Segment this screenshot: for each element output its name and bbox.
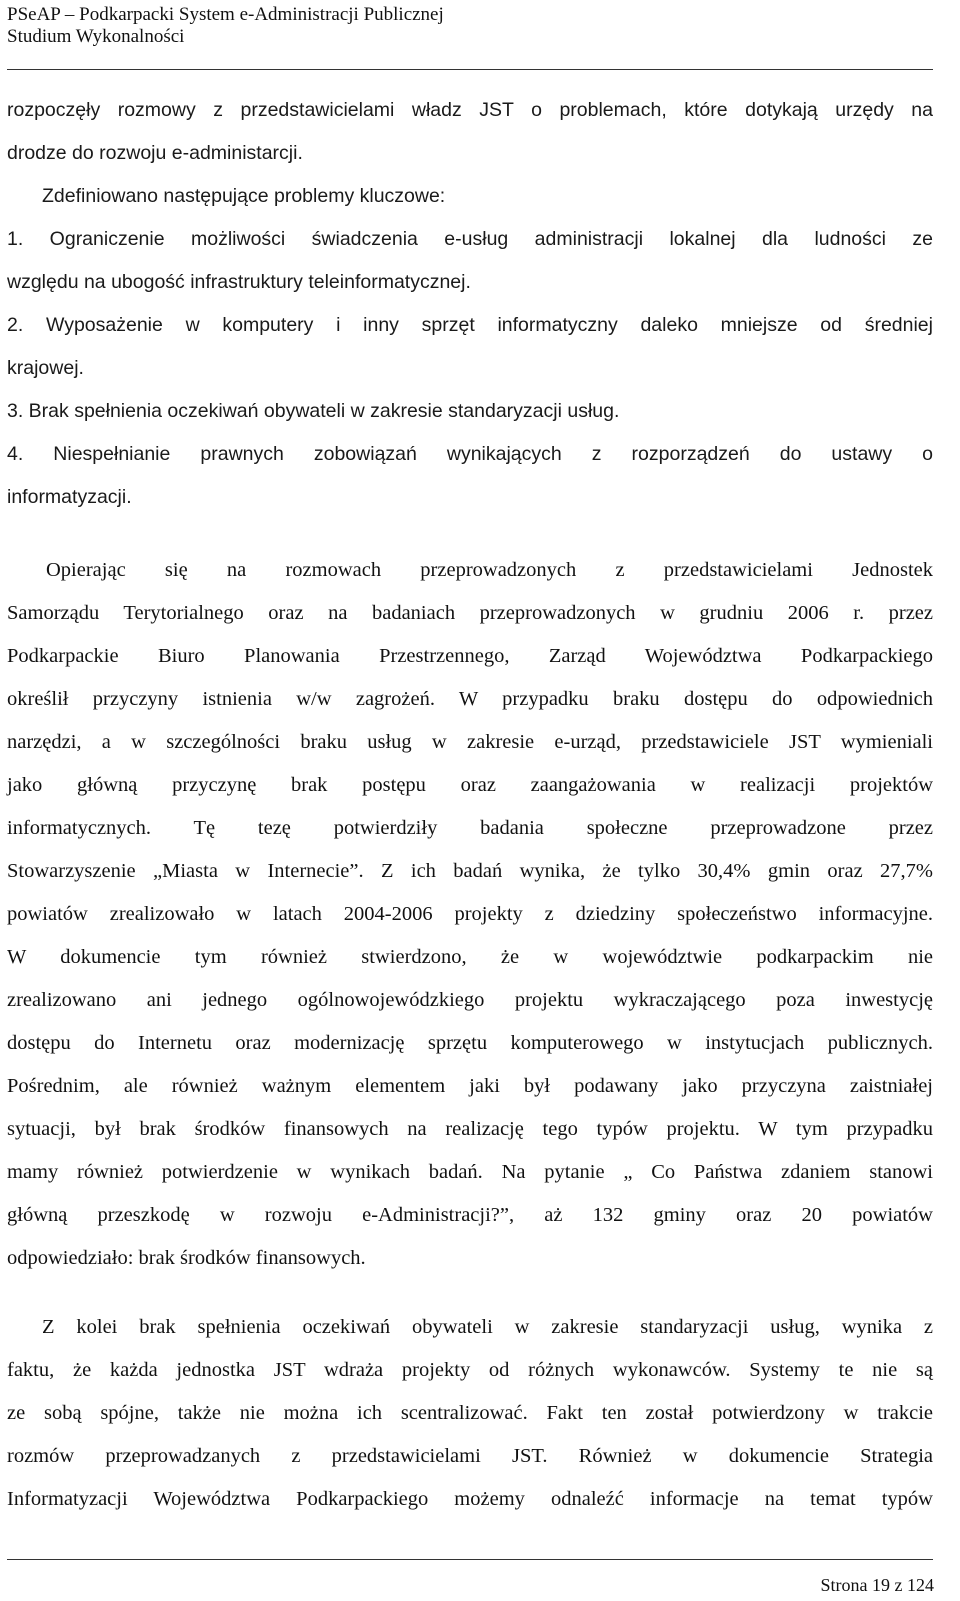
text-line: odpowiedziało: brak środków finansowych. bbox=[7, 1247, 366, 1269]
text-line: informatycznych. Tę tezę potwierdziły badania społeczne przeprowadzone przez bbox=[7, 817, 933, 839]
header-divider bbox=[7, 69, 933, 70]
header-subtitle: Studium Wykonalności bbox=[7, 26, 185, 47]
list-item-1: 1. Ograniczenie możliwości świadczenia e-usług administracji lokalnej dla ludności ze bbox=[7, 228, 933, 250]
text-line: krajowej. bbox=[7, 357, 84, 379]
text-line: mamy również potwierdzenie w wynikach badań. Na pytanie „ Co Państwa zdaniem stanowi bbox=[7, 1161, 933, 1183]
text-line: rozpoczęły rozmowy z przedstawicielami władz JST o problemach, które dotykają urzędy na bbox=[7, 99, 933, 121]
footer-divider bbox=[7, 1559, 933, 1560]
page-header bbox=[7, 4, 444, 48]
text-line: faktu, że każda jednostka JST wdraża projekty od różnych wykonawców. Systemy te nie są bbox=[7, 1359, 933, 1381]
text-line: powiatów zrealizowało w latach 2004-2006 projekty z dziedziny społeczeństwo informacyjne. bbox=[7, 903, 933, 925]
text-line: W dokumencie tym również stwierdzono, że w województwie podkarpackim nie bbox=[7, 946, 933, 968]
text-line: zrealizowano ani jednego ogólnowojewódzkiego projektu wykraczającego poza inwestycję bbox=[7, 989, 933, 1011]
list-item-2: 2. Wyposażenie w komputery i inny sprzęt informatyczny daleko mniejsze od średniej bbox=[7, 314, 933, 336]
text-line: główną przeszkodę w rozwoju e-Administracji?”, aż 132 gminy oraz 20 powiatów bbox=[7, 1204, 933, 1226]
text-line: rozmów przeprowadzanych z przedstawicielami JST. Również w dokumencie Strategia bbox=[7, 1445, 933, 1467]
text-line: Pośrednim, ale również ważnym elementem jaki był podawany jako przyczyna zaistniałej bbox=[7, 1075, 933, 1097]
text-line: ze sobą spójne, także nie można ich scentralizować. Fakt ten został potwierdzony w trakcie bbox=[7, 1402, 933, 1424]
text-line: informatyzacji. bbox=[7, 486, 132, 508]
page-number: Strona 19 z 124 bbox=[820, 1575, 934, 1595]
text-line: narzędzi, a w szczególności braku usług w zakresie e-urząd, przedstawiciele JST wymieniali bbox=[7, 731, 933, 753]
text-line: drodze do rozwoju e-administarcji. bbox=[7, 142, 303, 164]
text-line: sytuacji, był brak środków finansowych na realizację tego typów projektu. W tym przypadku bbox=[7, 1118, 933, 1140]
text-line: Podkarpackie Biuro Planowania Przestrzennego, Zarząd Województwa Podkarpackiego bbox=[7, 645, 933, 667]
text-line: Informatyzacji Województwa Podkarpackiego możemy odnaleźć informacje na temat typów bbox=[7, 1488, 933, 1510]
list-item-3: 3. Brak spełnienia oczekiwań obywateli w zakresie standaryzacji usług. bbox=[7, 400, 620, 422]
text-line: Stowarzyszenie „Miasta w Internecie”. Z ich badań wynika, że tylko 30,4% gmin oraz 27,7% bbox=[7, 860, 933, 882]
text-line: Samorządu Terytorialnego oraz na badaniach przeprowadzonych w grudniu 2006 r. przez bbox=[7, 602, 933, 624]
text-line: określił przyczyny istnienia w/w zagrożeń. W przypadku braku dostępu do odpowiednich bbox=[7, 688, 933, 710]
text-line: dostępu do Internetu oraz modernizację sprzętu komputerowego w instytucjach publicznych. bbox=[7, 1032, 933, 1054]
text-line: względu na ubogość infrastruktury teleinformatycznej. bbox=[7, 271, 471, 293]
text-line: jako główną przyczynę brak postępu oraz zaangażowania w realizacji projektów bbox=[7, 774, 933, 796]
text-line: Z kolei brak spełnienia oczekiwań obywateli w zakresie standaryzacji usług, wynika z bbox=[42, 1316, 933, 1338]
header-title: PSeAP – Podkarpacki System e-Administracji Publicznej bbox=[7, 4, 444, 25]
text-line: Zdefiniowano następujące problemy kluczowe: bbox=[42, 185, 446, 207]
text-line: Opierając się na rozmowach przeprowadzonych z przedstawicielami Jednostek bbox=[46, 559, 933, 581]
list-item-4: 4. Niespełnianie prawnych zobowiązań wynikających z rozporządzeń do ustawy o bbox=[7, 443, 933, 465]
